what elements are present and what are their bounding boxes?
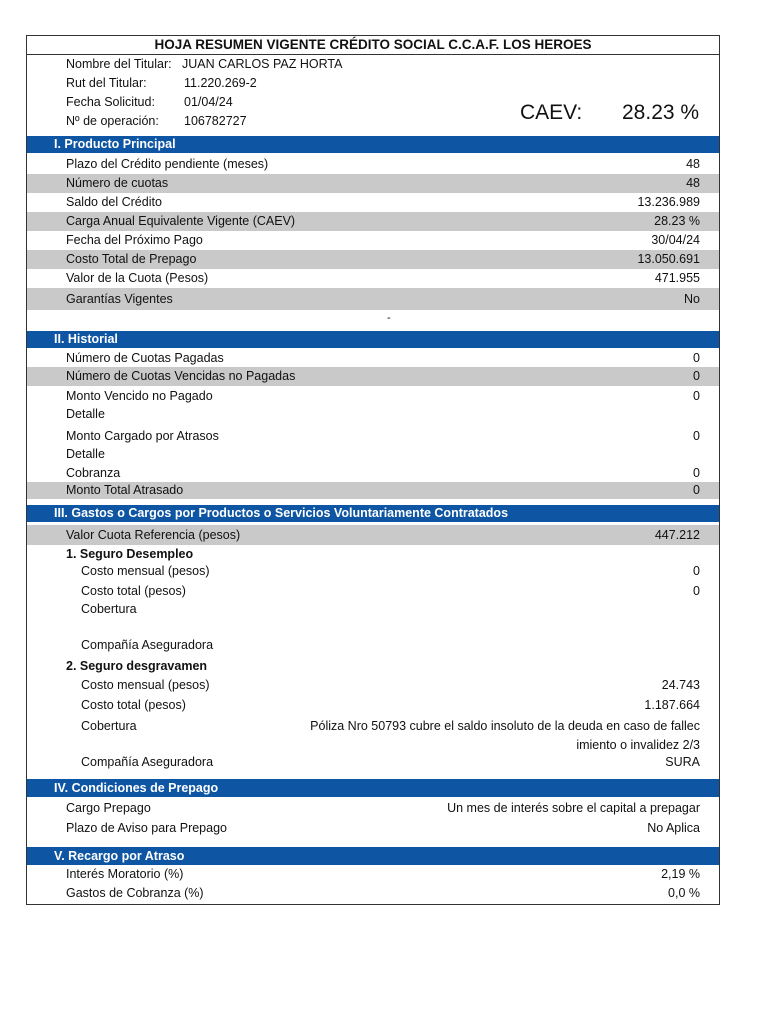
table-row	[27, 525, 719, 545]
row-label: Cobranza	[66, 466, 121, 480]
row-label: Número de Cuotas Vencidas no Pagadas	[66, 369, 296, 383]
table-row	[27, 884, 719, 903]
titular-name-value: JUAN CARLOS PAZ HORTA	[182, 57, 343, 71]
row-label: Cobertura	[81, 602, 137, 616]
table-row	[27, 600, 719, 619]
row-label: Carga Anual Equivalente Vigente (CAEV)	[66, 214, 296, 228]
detalle-label: Detalle	[66, 407, 105, 421]
row-value: No Aplica	[647, 821, 700, 835]
row-value: 0	[693, 351, 700, 365]
row-label: Monto Total Atrasado	[66, 483, 184, 497]
table-row	[27, 798, 719, 818]
table-row	[27, 464, 719, 482]
row-value: 0	[693, 466, 700, 480]
titular-rut-label: Rut del Titular:	[66, 76, 147, 90]
row-label: Costo total (pesos)	[81, 584, 186, 598]
table-row	[27, 193, 719, 212]
row-label: Plazo del Crédito pendiente (meses)	[66, 157, 269, 171]
fecha-solicitud-value: 01/04/24	[184, 95, 233, 109]
section-recargo: V. Recargo por Atraso	[27, 847, 719, 865]
row-label: Costo mensual (pesos)	[81, 678, 210, 692]
caev-label: CAEV:	[520, 101, 583, 124]
table-row	[27, 657, 719, 675]
section-prepago: IV. Condiciones de Prepago	[27, 779, 719, 797]
row-value: 48	[686, 157, 700, 171]
row-value: 30/04/24	[651, 233, 700, 247]
row-label: Interés Moratorio (%)	[66, 867, 184, 881]
table-row	[27, 174, 719, 193]
table-row	[27, 676, 719, 695]
row-label: Compañía Aseguradora	[81, 755, 214, 769]
row-label: Valor de la Cuota (Pesos)	[66, 271, 209, 285]
table-row	[27, 427, 719, 445]
row-label: Valor Cuota Referencia (pesos)	[66, 528, 241, 542]
row-label: Gastos de Cobranza (%)	[66, 886, 204, 900]
table-row	[27, 696, 719, 715]
row-value: 28.23 %	[654, 214, 700, 228]
table-row	[27, 562, 719, 581]
table-row	[27, 636, 719, 655]
row-value: No	[684, 292, 700, 306]
row-label: Costo total (pesos)	[81, 698, 186, 712]
row-value: 1.187.664	[644, 698, 700, 712]
titular-name-label: Nombre del Titular:	[66, 57, 172, 71]
row-label: Número de Cuotas Pagadas	[66, 351, 224, 365]
titular-rut-value: 11.220.269-2	[184, 76, 257, 90]
row-label: Costo Total de Prepago	[66, 252, 197, 266]
table-row	[27, 818, 719, 838]
row-value: 13.236.989	[637, 195, 700, 209]
table-row	[27, 865, 719, 884]
document-title: HOJA RESUMEN VIGENTE CRÉDITO SOCIAL C.C.A.F. LOS HEROES	[27, 36, 719, 55]
row-value: 0	[693, 483, 700, 497]
cobertura-text	[270, 717, 700, 755]
fecha-solicitud-label: Fecha Solicitud:	[66, 95, 155, 109]
detalle-label: Detalle	[66, 447, 105, 461]
operacion-label: Nº de operación:	[66, 114, 159, 128]
row-label: Fecha del Próximo Pago	[66, 233, 203, 247]
caev-value: 28.23 %	[622, 101, 700, 124]
table-row	[27, 753, 719, 772]
row-value: SURA	[665, 755, 700, 769]
row-value: Un mes de interés sobre el capital a prepagar	[447, 801, 700, 815]
row-label: Plazo de Aviso para Prepago	[66, 821, 227, 835]
section-gastos: III. Gastos o Cargos por Productos o Servicios Voluntariamente Contratados	[27, 505, 719, 522]
section-historial: II. Historial	[27, 331, 719, 348]
row-label: Costo mensual (pesos)	[81, 564, 210, 578]
table-row	[27, 582, 719, 601]
row-label: Monto Cargado por Atrasos	[66, 429, 219, 443]
row-label: Monto Vencido no Pagado	[66, 389, 213, 403]
row-value: 0	[693, 389, 700, 403]
row-label: Garantías Vigentes	[66, 292, 173, 306]
row-label: Número de cuotas	[66, 176, 169, 190]
row-value: 0	[693, 369, 700, 383]
row-value: 447.212	[654, 528, 700, 542]
row-label: Cobertura	[81, 719, 137, 733]
table-row	[27, 545, 719, 563]
table-row	[27, 231, 719, 250]
row-label: Cargo Prepago	[66, 801, 151, 815]
seguro-desempleo-title: 1. Seguro Desempleo	[66, 547, 194, 561]
row-value: 0	[693, 564, 700, 578]
row-value: 471.955	[654, 271, 700, 285]
operacion-value: 106782727	[184, 114, 247, 128]
row-value: 24.743	[661, 678, 700, 692]
row-label: Compañía Aseguradora	[81, 638, 214, 652]
table-row	[27, 482, 719, 499]
cobertura-line: Póliza Nro 50793 cubre el saldo insoluto de la deuda en caso de fallec	[310, 719, 700, 733]
cobertura-line: imiento o invalidez 2/3	[576, 738, 700, 752]
row-value: 13.050.691	[637, 252, 700, 266]
section-producto-principal: I. Producto Principal	[27, 136, 719, 153]
seguro-desgravamen-title: 2. Seguro desgravamen	[66, 659, 208, 673]
table-row	[27, 349, 719, 367]
table-row	[27, 445, 719, 463]
summary-sheet	[26, 35, 720, 905]
row-value: 48	[686, 176, 700, 190]
table-row	[27, 367, 719, 386]
table-row	[27, 387, 719, 405]
table-row	[27, 155, 719, 174]
row-value: 2,19 %	[661, 867, 700, 881]
table-row	[27, 212, 719, 231]
table-row	[27, 717, 719, 755]
row-value: 0	[693, 429, 700, 443]
row-value: 0,0 %	[668, 886, 700, 900]
table-row	[27, 250, 719, 269]
table-row	[27, 269, 719, 288]
table-row	[27, 405, 719, 423]
separator-dash: -	[387, 312, 391, 324]
table-row	[27, 288, 719, 310]
row-label: Saldo del Crédito	[66, 195, 162, 209]
row-value: 0	[693, 584, 700, 598]
